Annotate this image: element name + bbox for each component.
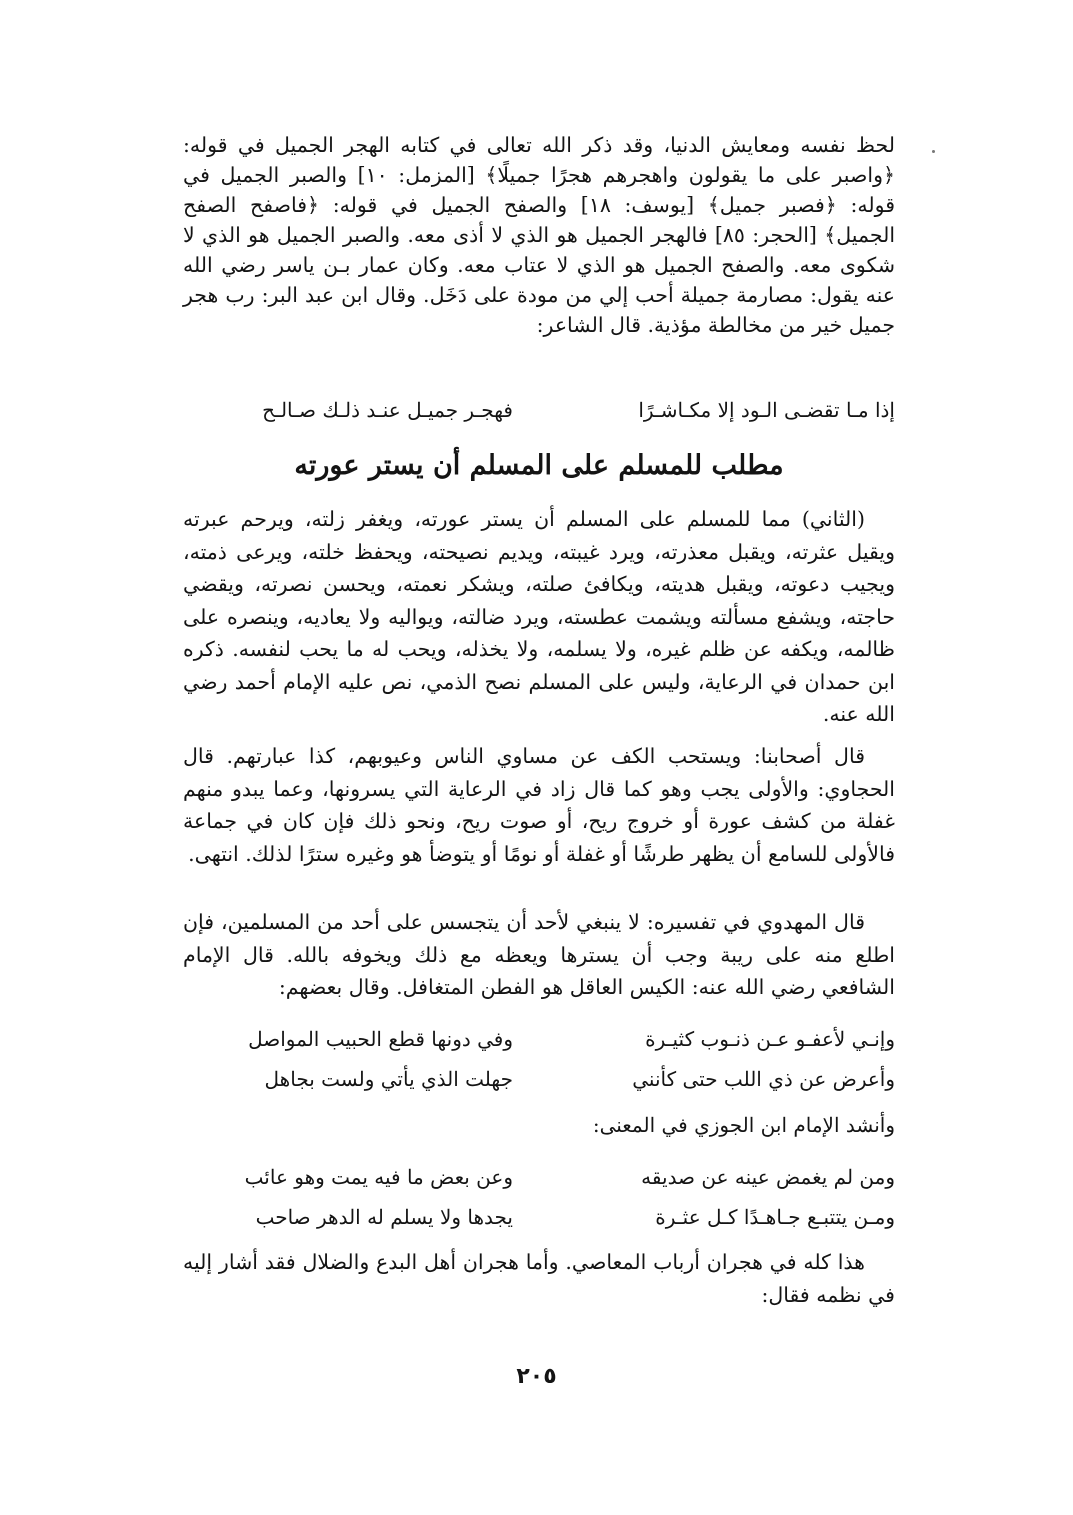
paragraph-hajjawi: قال أصحابنا: ويستحب الكف عن مساوي الناس وعيوبهم، كذا عبارتهم. قال الحجاوي: والأولى يجب وهو كما قال زاد في الرعاية التي يسرونها، وعما يبدو منهم غفلة من كشف عورة أو خروج ريح، أو صوت ريح، ونحو ذلك فإن كان في جماعة فالأولى للسامع أن يظهر طرشًا أو غفلة أو نومًا أو يتوضأ هو وغيره سترًا لذلك. انتهى. <box>183 744 895 866</box>
verse-2-second-hemistich: وفي دونها قطع الحبيب المواصل <box>248 1027 513 1051</box>
verse-line-5 <box>183 1202 895 1232</box>
paragraph-hijran: هذا كله في هجران أرباب المعاصي. وأما هجران أهل البدع والضلال فقد أشار إليه في نظمه فقال: <box>183 1250 895 1307</box>
scan-speck <box>932 150 935 153</box>
intro-text: لحظ نفسه ومعايش الدنيا، وقد ذكر الله تعالى في كتابه الهجر الجميل في قوله: ﴿واصبر على ما يقولون واهجرهم هجرًا جميلًا﴾ [المزمل: ١٠] والصبر الجميل في قوله: ﴿فصبر جميل﴾ [يوسف: ١٨] والصفح الجميل في قوله: ﴿فاصفح الصفح الجميل﴾ [الحجر: ٨٥] فالهجر الجميل هو الذي لا أذى معه. والصبر الجميل هو الذي لا شكوى معه. والصفح الجميل هو الذي لا عتاب معه. وكان عمار بـن ياسر رضي الله عنه يقول: مصارمة جميلة أحب إلي من مودة على دَخَل. وقال ابن عبد البر: رب هجر جميل خير من مخالطة مؤذية. قال الشاعر: <box>183 133 896 337</box>
page-number: ٢٠٥ <box>516 1364 557 1389</box>
verse-3-second-hemistich: جهلت الذي يأتي ولست بجاهل <box>264 1067 513 1091</box>
paragraph-rights: (الثاني) مما للمسلم على المسلم أن يستر عورته، ويغفر زلته، ويرحم عبرته ويقيل عثرته، ويقبل معذرته، ويرد غيبته، ويديم نصيحته، ويحفظ خلته، ويرعى ذمته، ويجيب دعوته، ويقبل هديته، ويكافئ صلته، ويشكر نعمته، ويحسن نصرته، ويقضي حاجته، ويشفع مسألته ويشمت عطسته، ويرد ضالته، ويواليه ولا يعاديه، وينصره على ظالمه، ويكفه عن ظلم غيره، ولا يسلمه، ولا يخذله، ويحب له ما يحب لنفسه. ذكره ابن حمدان في الرعاية، وليس على المسلم نصح الذمي، نص عليه الإمام أحمد رضي الله عنه. <box>183 507 895 726</box>
verse-1-second-hemistich: فهجـر جميـل عنـد ذلـك صـالـح <box>262 398 513 422</box>
verse-line-2 <box>183 1024 895 1054</box>
section-heading: مطلب للمسلم على المسلم أن يستر عورته <box>294 450 784 481</box>
intro-paragraph <box>183 130 895 340</box>
verse-5-second-hemistich: يجدها ولا يسلم له الدهر صاحب <box>255 1205 513 1229</box>
verse-line-4 <box>183 1162 895 1192</box>
verse-4-second-hemistich: وعن بعض ما فيه يمت وهو عائب <box>244 1165 513 1189</box>
ibn-jawzi-intro: وأنشد الإمام ابن الجوزي في المعنى: <box>592 1113 895 1137</box>
paragraph-mahdawi: قال المهدوي في تفسيره: لا ينبغي لأحد أن يتجسس على أحد من المسلمين، فإن اطلع منه على ريبة وجب أن يسترها ويعظه مع ذلك ويخوفه بالله. قال الإمام الشافعي رضي الله عنه: الكيس العاقل هو الفطن المتغافل. وقال بعضهم: <box>183 910 895 999</box>
verse-line-3 <box>183 1064 895 1094</box>
verse-1-first-hemistich: إذا مـا تقضـى الـود إلا مكـاشـرًا <box>638 398 895 422</box>
verse-line-1 <box>183 395 895 425</box>
ibn-jawzi-line <box>183 1110 895 1140</box>
verse-3-first-hemistich: وأعرض عن ذي اللب حتى كأنني <box>632 1067 895 1091</box>
verse-2-first-hemistich: وإنـي لأعفـو عـن ذنـوب كثيـرة <box>645 1027 895 1051</box>
verse-4-first-hemistich: ومن لم يغمض عينه عن صديقه <box>641 1165 895 1189</box>
verse-5-first-hemistich: ومـن يتتبـع جـاهـدًا كـل عثـرة <box>655 1205 895 1229</box>
